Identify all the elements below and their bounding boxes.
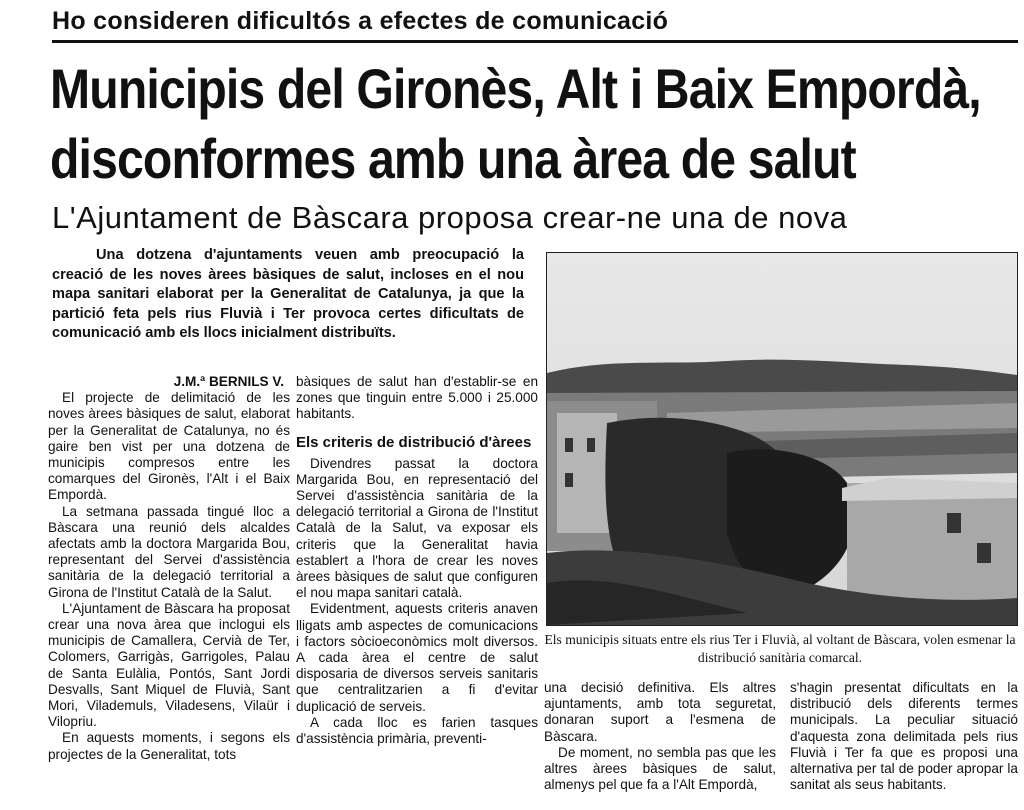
photo-illustration <box>547 253 1017 625</box>
article-column-4 <box>790 680 1018 793</box>
subheadline: L'Ajuntament de Bàscara proposa crear-ne una de nova <box>52 200 848 235</box>
paragraph: Divendres passat la doctora Margarida Bou, en representació del Servei d'assistència sanitària de la delegació territorial a Girona de l'Institut Català de la Salut, va exposar els criteris que la Generalitat havia establert a l'hora de crear les noves àrees bàsiques de salut que configuren el nou mapa sanitari català. <box>296 455 538 601</box>
kicker-rule <box>52 40 1018 43</box>
article-column-1 <box>48 374 290 763</box>
headline-line-1: Municipis del Gironès, Alt i Baix Empordà, <box>50 57 981 120</box>
paragraph: una decisió definitiva. Els altres ajuntaments, amb tota seguretat, donaran suport a l'esmena de Bàscara. <box>544 680 776 744</box>
paragraph: De moment, no sembla pas que les altres àrees bàsiques de salut, almenys pel que fa a l'Alt Empordà, <box>544 744 776 793</box>
paragraph: s'hagin presentat dificultats en la distribució dels diferents termes municipals. La peculiar situació d'aquesta zona delimitada pels rius Fluvià i Ter fa que es proposi una alternativa per tal de poder apropar la sanitat als seus habitants. <box>790 680 1018 793</box>
article-column-2 <box>296 374 538 747</box>
article-column-3 <box>544 680 776 793</box>
headline-line-2: disconformes amb una àrea de salut <box>50 127 856 190</box>
kicker-headline: Ho consideren dificultós a efectes de comunicació <box>52 7 669 35</box>
paragraph: L'Ajuntament de Bàscara ha proposat crear una nova àrea que inclogui els municipis de Camallera, Cervià de Ter, Colomers, Garrigàs, Garrigoles, Palau de Santa Eulàlia, Pontós, Sant Jordi Desvalls, Sant Miquel de Fluvià, Sant Mori, Vilademuls, Viladesens, Vilaür i Vilopriu. <box>48 600 290 730</box>
paragraph: bàsiques de salut han d'establir-se en zones que tinguin entre 5.000 i 25.000 habitants. <box>296 374 538 422</box>
paragraph: A cada lloc es farien tasques d'assistència primària, preventi- <box>296 714 538 747</box>
photo-caption: Els municipis situats entre els rius Ter i Fluvià, al voltant de Bàscara, volen esmenar la distribució sanitària comarcal. <box>544 632 1016 665</box>
section-heading: Els criteris de distribució d'àrees <box>296 433 532 451</box>
main-headline <box>50 54 981 194</box>
landscape-photo <box>546 252 1018 626</box>
lead-paragraph: Una dotzena d'ajuntaments veuen amb preocupació la creació de les noves àrees bàsiques de salut, incloses en el nou mapa sanitari elaborat per la Generalitat de Catalunya, ja que la partició feta pels rius Fluvià i Ter provoca certes dificultats de comunicació amb els llocs inicialment distribuïts. <box>52 247 524 342</box>
paragraph: Evidentment, aquests criteris anaven lligats amb aspectes de comunicacions i factors sòcioeconòmics molt diversos. A cada àrea el centre de salut disposaria de diversos serveis sanitaris que centralitzarien a fi d'evitar duplicació de serveis. <box>296 601 538 714</box>
byline: J.M.ª BERNILS V. <box>173 374 284 389</box>
paragraph: En aquests moments, i segons els projectes de la Generalitat, tots <box>48 730 290 762</box>
paragraph: El projecte de delimitació de les noves àrees bàsiques de salut, elaborat per la Generalitat de Catalunya, no és gaire ben vist per una dotzena de municipis compresos entre les comarques del Gironès, l'Alt i el Baix Empordà. <box>48 390 290 503</box>
paragraph: La setmana passada tingué lloc a Bàscara una reunió dels alcaldes afectats amb la doctora Margarida Bou, representant del Servei d'assistència sanitària de la delegació territorial a Girona de l'Institut Català de la Salut. <box>48 503 290 600</box>
